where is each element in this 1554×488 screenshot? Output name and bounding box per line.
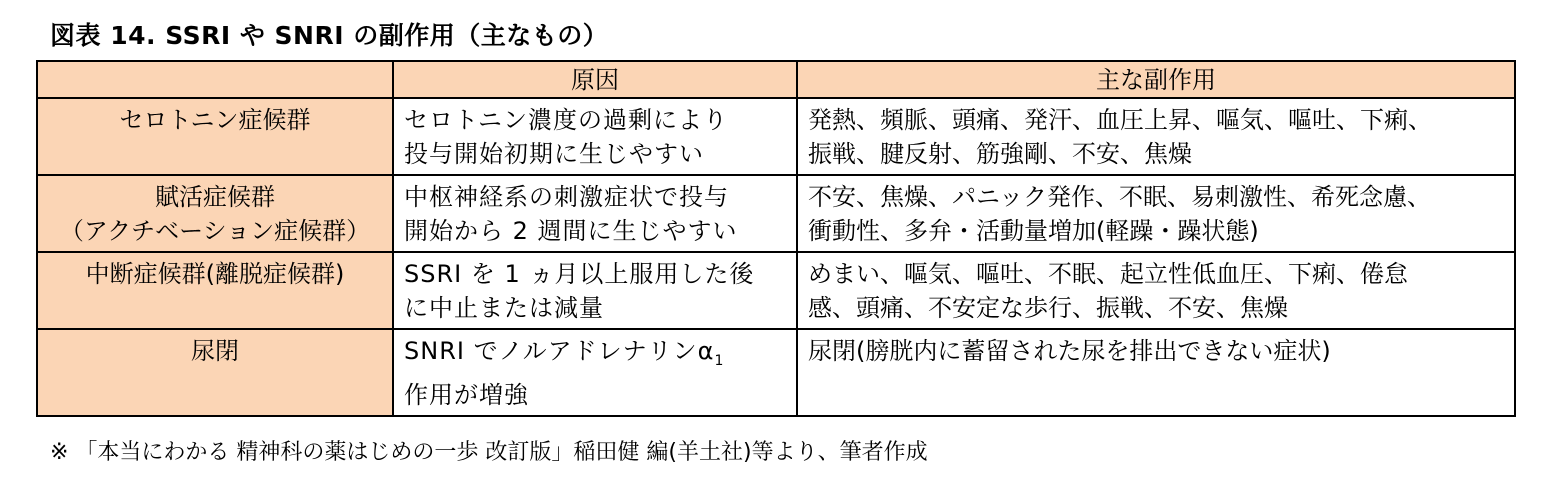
row-label-line: 中断症候群(離脱症候群) xyxy=(85,260,345,288)
header-row xyxy=(37,61,1515,98)
side-effects-table xyxy=(36,60,1516,417)
effects-line: 感、頭痛、不安定な歩行、振戦、不安、焦燥 xyxy=(808,294,1288,322)
cause-cell xyxy=(393,329,797,416)
header-side-effects: 主な副作用 xyxy=(797,61,1515,98)
cause-line: に中止または減量 xyxy=(404,294,604,322)
effects-line: 衝動性、多弁・活動量増加(軽躁・躁状態) xyxy=(808,217,1259,245)
cause-line: セロトニン濃度の過剰により xyxy=(404,106,729,134)
cause-line: 中枢神経系の刺激症状で投与 xyxy=(404,183,729,211)
effects-cell xyxy=(797,252,1515,329)
row-label-line: セロトニン症候群 xyxy=(119,106,311,134)
effects-line: めまい、嘔気、嘔吐、不眠、起立性低血圧、下痢、倦怠 xyxy=(808,260,1408,288)
effects-cell xyxy=(797,98,1515,175)
cause-cell xyxy=(393,175,797,252)
cause-text: SNRI でノルアドレナリンα xyxy=(404,337,715,365)
table-row xyxy=(37,252,1515,329)
table-row xyxy=(37,329,1515,416)
cause-line: 開始から 2 週間に生じやすい xyxy=(404,217,738,245)
row-label-line: 尿閉 xyxy=(191,337,239,365)
row-label-line: （アクチベーション症候群） xyxy=(59,217,371,245)
cause-cell xyxy=(393,98,797,175)
alpha-subscript: 1 xyxy=(714,353,725,369)
effects-line: 発熱、頻脈、頭痛、発汗、血圧上昇、嘔気、嘔吐、下痢、 xyxy=(808,106,1432,134)
effects-line: 振戦、腱反射、筋強剛、不安、焦燥 xyxy=(808,140,1192,168)
row-label xyxy=(37,98,393,175)
cause-line xyxy=(404,334,786,378)
table-row xyxy=(37,175,1515,252)
effects-line: 尿閉(膀胱内に蓄留された尿を排出できない症状) xyxy=(808,337,1331,365)
cause-cell xyxy=(393,252,797,329)
header-cause: 原因 xyxy=(393,61,797,98)
header-empty-cell xyxy=(37,61,393,98)
effects-cell xyxy=(797,329,1515,416)
table-row xyxy=(37,98,1515,175)
source-note: ※ 「本当にわかる 精神科の薬はじめの一歩 改訂版」稲田健 編(羊土社)等より、筆者作成 xyxy=(50,440,928,465)
cause-line: 作用が増強 xyxy=(404,381,529,409)
row-label xyxy=(37,329,393,416)
effects-line: 不安、焦燥、パニック発作、不眠、易刺激性、希死念慮、 xyxy=(808,183,1432,211)
cause-line: 投与開始初期に生じやすい xyxy=(404,140,704,168)
effects-cell xyxy=(797,175,1515,252)
row-label-line: 賦活症候群 xyxy=(155,183,275,211)
cause-line: SSRI を 1 ヵ月以上服用した後 xyxy=(404,260,755,288)
row-label xyxy=(37,252,393,329)
row-label xyxy=(37,175,393,252)
figure-title: 図表 14. SSRI や SNRI の副作用（主なもの） xyxy=(50,21,609,50)
